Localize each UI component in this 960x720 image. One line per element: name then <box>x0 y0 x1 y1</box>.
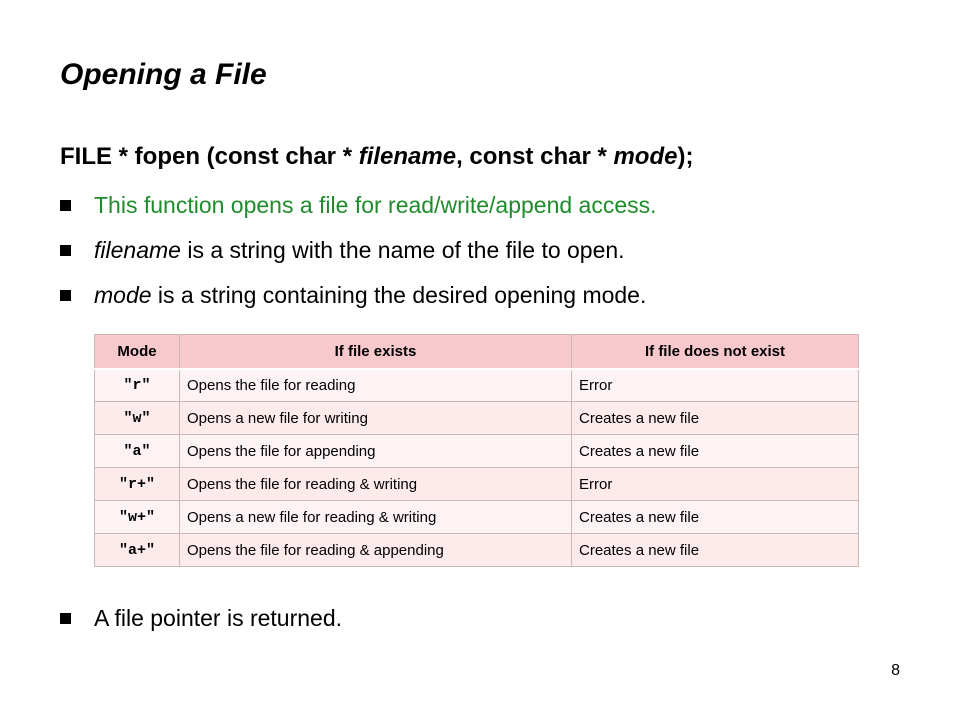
bullet-square-icon <box>60 200 71 211</box>
mode-cell: "a+" <box>95 534 180 567</box>
mode-cell: "w+" <box>95 501 180 534</box>
bullet-item <box>60 237 625 264</box>
table-row <box>95 534 859 567</box>
bullet-text: is a string containing the desired opening mode. <box>151 282 647 308</box>
table-row <box>95 435 859 468</box>
mode-cell: "a" <box>95 435 180 468</box>
table-row <box>95 501 859 534</box>
exists-cell: Opens the file for reading & writing <box>180 468 572 501</box>
not-exists-cell: Creates a new file <box>572 402 859 435</box>
not-exists-cell: Creates a new file <box>572 534 859 567</box>
header-if-file-exists: If file exists <box>180 335 572 369</box>
page-number: 8 <box>891 662 900 679</box>
bullet-item <box>60 605 342 632</box>
bullet-text: is a string with the name of the file to open. <box>180 237 625 263</box>
slide-title: Opening a File <box>60 58 267 91</box>
not-exists-cell: Error <box>572 468 859 501</box>
exists-cell: Opens the file for reading & appending <box>180 534 572 567</box>
header-if-file-does-not-exist: If file does not exist <box>572 335 859 369</box>
not-exists-cell: Creates a new file <box>572 501 859 534</box>
bullet-keyword: mode <box>94 282 152 308</box>
table-row <box>95 402 859 435</box>
exists-cell: Opens a new file for writing <box>180 402 572 435</box>
function-signature <box>60 143 693 171</box>
not-exists-cell: Creates a new file <box>572 435 859 468</box>
signature-middle: , const char * <box>456 143 614 170</box>
bullet-text: This function opens a file for read/write/append access. <box>94 192 657 218</box>
signature-prefix: FILE * fopen (const char * <box>60 143 359 170</box>
signature-param-filename: filename <box>358 143 457 170</box>
mode-cell: "r+" <box>95 468 180 501</box>
table-row <box>95 369 859 402</box>
signature-suffix: ); <box>677 143 694 170</box>
table-row <box>95 468 859 501</box>
header-mode: Mode <box>95 335 180 369</box>
mode-cell: "w" <box>95 402 180 435</box>
bullet-item <box>60 282 646 309</box>
bullet-square-icon <box>60 613 71 624</box>
bullet-keyword: filename <box>94 237 181 263</box>
mode-cell: "r" <box>95 369 180 402</box>
bullet-square-icon <box>60 245 71 256</box>
exists-cell: Opens a new file for reading & writing <box>180 501 572 534</box>
signature-param-mode: mode <box>613 143 678 170</box>
bullet-square-icon <box>60 290 71 301</box>
not-exists-cell: Error <box>572 369 859 402</box>
exists-cell: Opens the file for reading <box>180 369 572 402</box>
bullet-item <box>60 192 657 219</box>
bullet-text: A file pointer is returned. <box>94 605 343 631</box>
modes-table <box>94 334 859 567</box>
table-header-row <box>95 335 859 369</box>
exists-cell: Opens the file for appending <box>180 435 572 468</box>
